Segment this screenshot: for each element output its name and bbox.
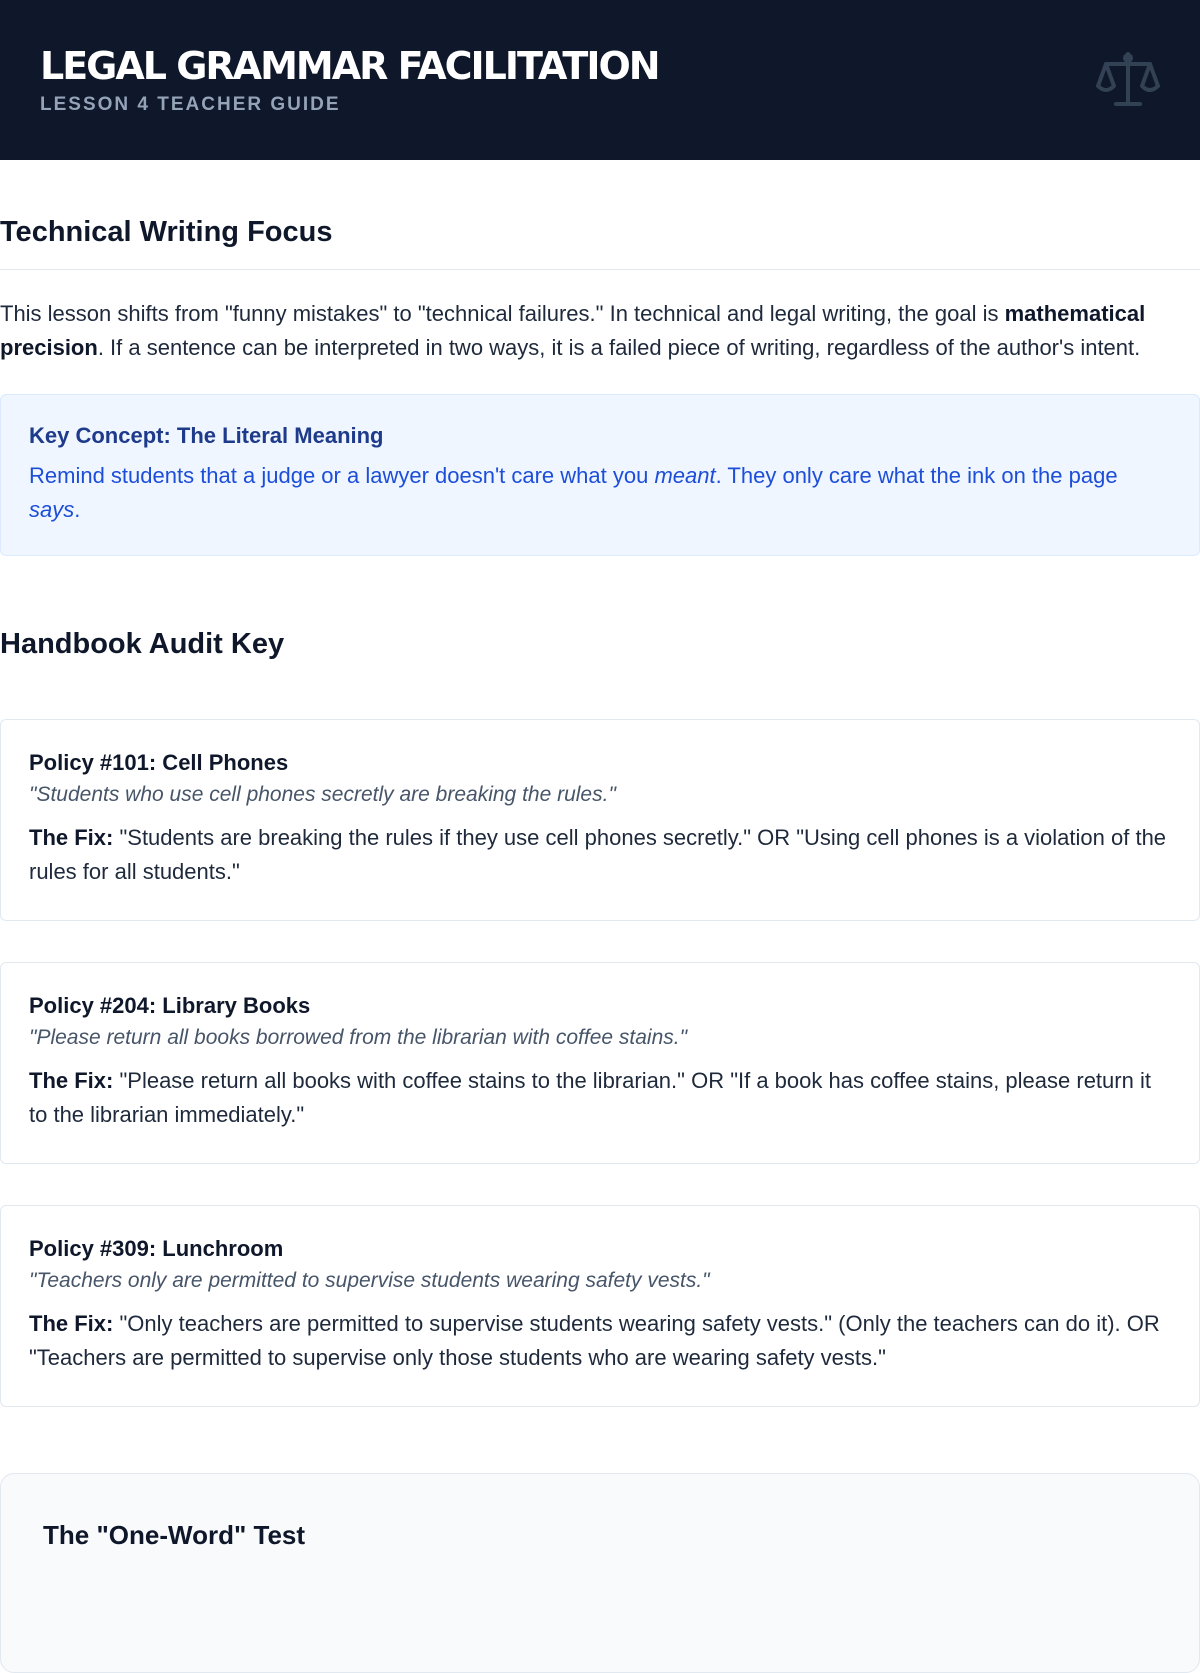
intro-text-start: This lesson shifts from "funny mistakes" to "technical failures." In technical and legal writing, the goal is	[0, 301, 1005, 326]
page-title: LEGAL GRAMMAR FACILITATION	[40, 44, 659, 88]
fix-label: The Fix:	[29, 825, 114, 850]
fix-text: "Only teachers are permitted to supervise students wearing safety vests." (Only the teachers can do it). OR "Teachers are permitted to supervise only those students who are wearing safety vests."	[29, 1311, 1160, 1370]
policy-title: Policy #101: Cell Phones	[29, 750, 289, 775]
policy-title: Policy #309: Lunchroom	[29, 1236, 284, 1261]
policy-card	[0, 719, 1200, 921]
callout-emphasis: meant	[654, 463, 716, 488]
page-header	[0, 0, 1200, 160]
key-concept-callout	[0, 394, 1200, 556]
callout-emphasis: says	[29, 497, 75, 522]
policy-fix	[29, 1307, 1171, 1375]
fix-text: "Please return all books with coffee stains to the librarian." OR "If a book has coffee stains, please return it to the librarian immediately."	[29, 1068, 1151, 1127]
technical-writing-section	[0, 160, 1200, 556]
test-title: The "One-Word" Test	[43, 1520, 306, 1550]
policy-quote: "Please return all books borrowed from the librarian with coffee stains."	[29, 1026, 688, 1049]
one-word-test-box	[0, 1473, 1200, 1673]
policy-card	[0, 1205, 1200, 1407]
fix-label: The Fix:	[29, 1311, 114, 1336]
callout-text-part: . They only care what the ink on the page	[715, 463, 1118, 488]
callout-text-part: .	[74, 497, 81, 522]
intro-paragraph	[0, 297, 1200, 365]
intro-bold: mathematical precision	[0, 301, 1146, 360]
callout-title: Key Concept: The Literal Meaning	[29, 423, 384, 448]
page-subtitle: LESSON 4 TEACHER GUIDE	[40, 94, 341, 115]
callout-text-part: Remind students that a judge or a lawyer doesn't care what you	[29, 463, 655, 488]
callout-text	[29, 459, 1171, 527]
handbook-audit-section	[0, 628, 1200, 1407]
scale-icon	[1096, 50, 1160, 110]
policy-fix	[29, 821, 1171, 889]
policy-fix	[29, 1064, 1171, 1132]
section-heading-focus: Technical Writing Focus	[0, 160, 1200, 270]
main-content	[0, 160, 1200, 1673]
fix-label: The Fix:	[29, 1068, 114, 1093]
section-heading-audit: Handbook Audit Key	[0, 628, 285, 660]
policy-quote: "Teachers only are permitted to supervise students wearing safety vests."	[29, 1269, 710, 1292]
policy-quote: "Students who use cell phones secretly are breaking the rules."	[29, 783, 616, 806]
intro-text-end: . If a sentence can be interpreted in two ways, it is a failed piece of writing, regardless of the author's intent.	[97, 335, 1141, 360]
policy-title: Policy #204: Library Books	[29, 993, 311, 1018]
policy-card	[0, 962, 1200, 1164]
fix-text: "Students are breaking the rules if they use cell phones secretly." OR "Using cell phones is a violation of the rules for all students."	[29, 825, 1167, 884]
